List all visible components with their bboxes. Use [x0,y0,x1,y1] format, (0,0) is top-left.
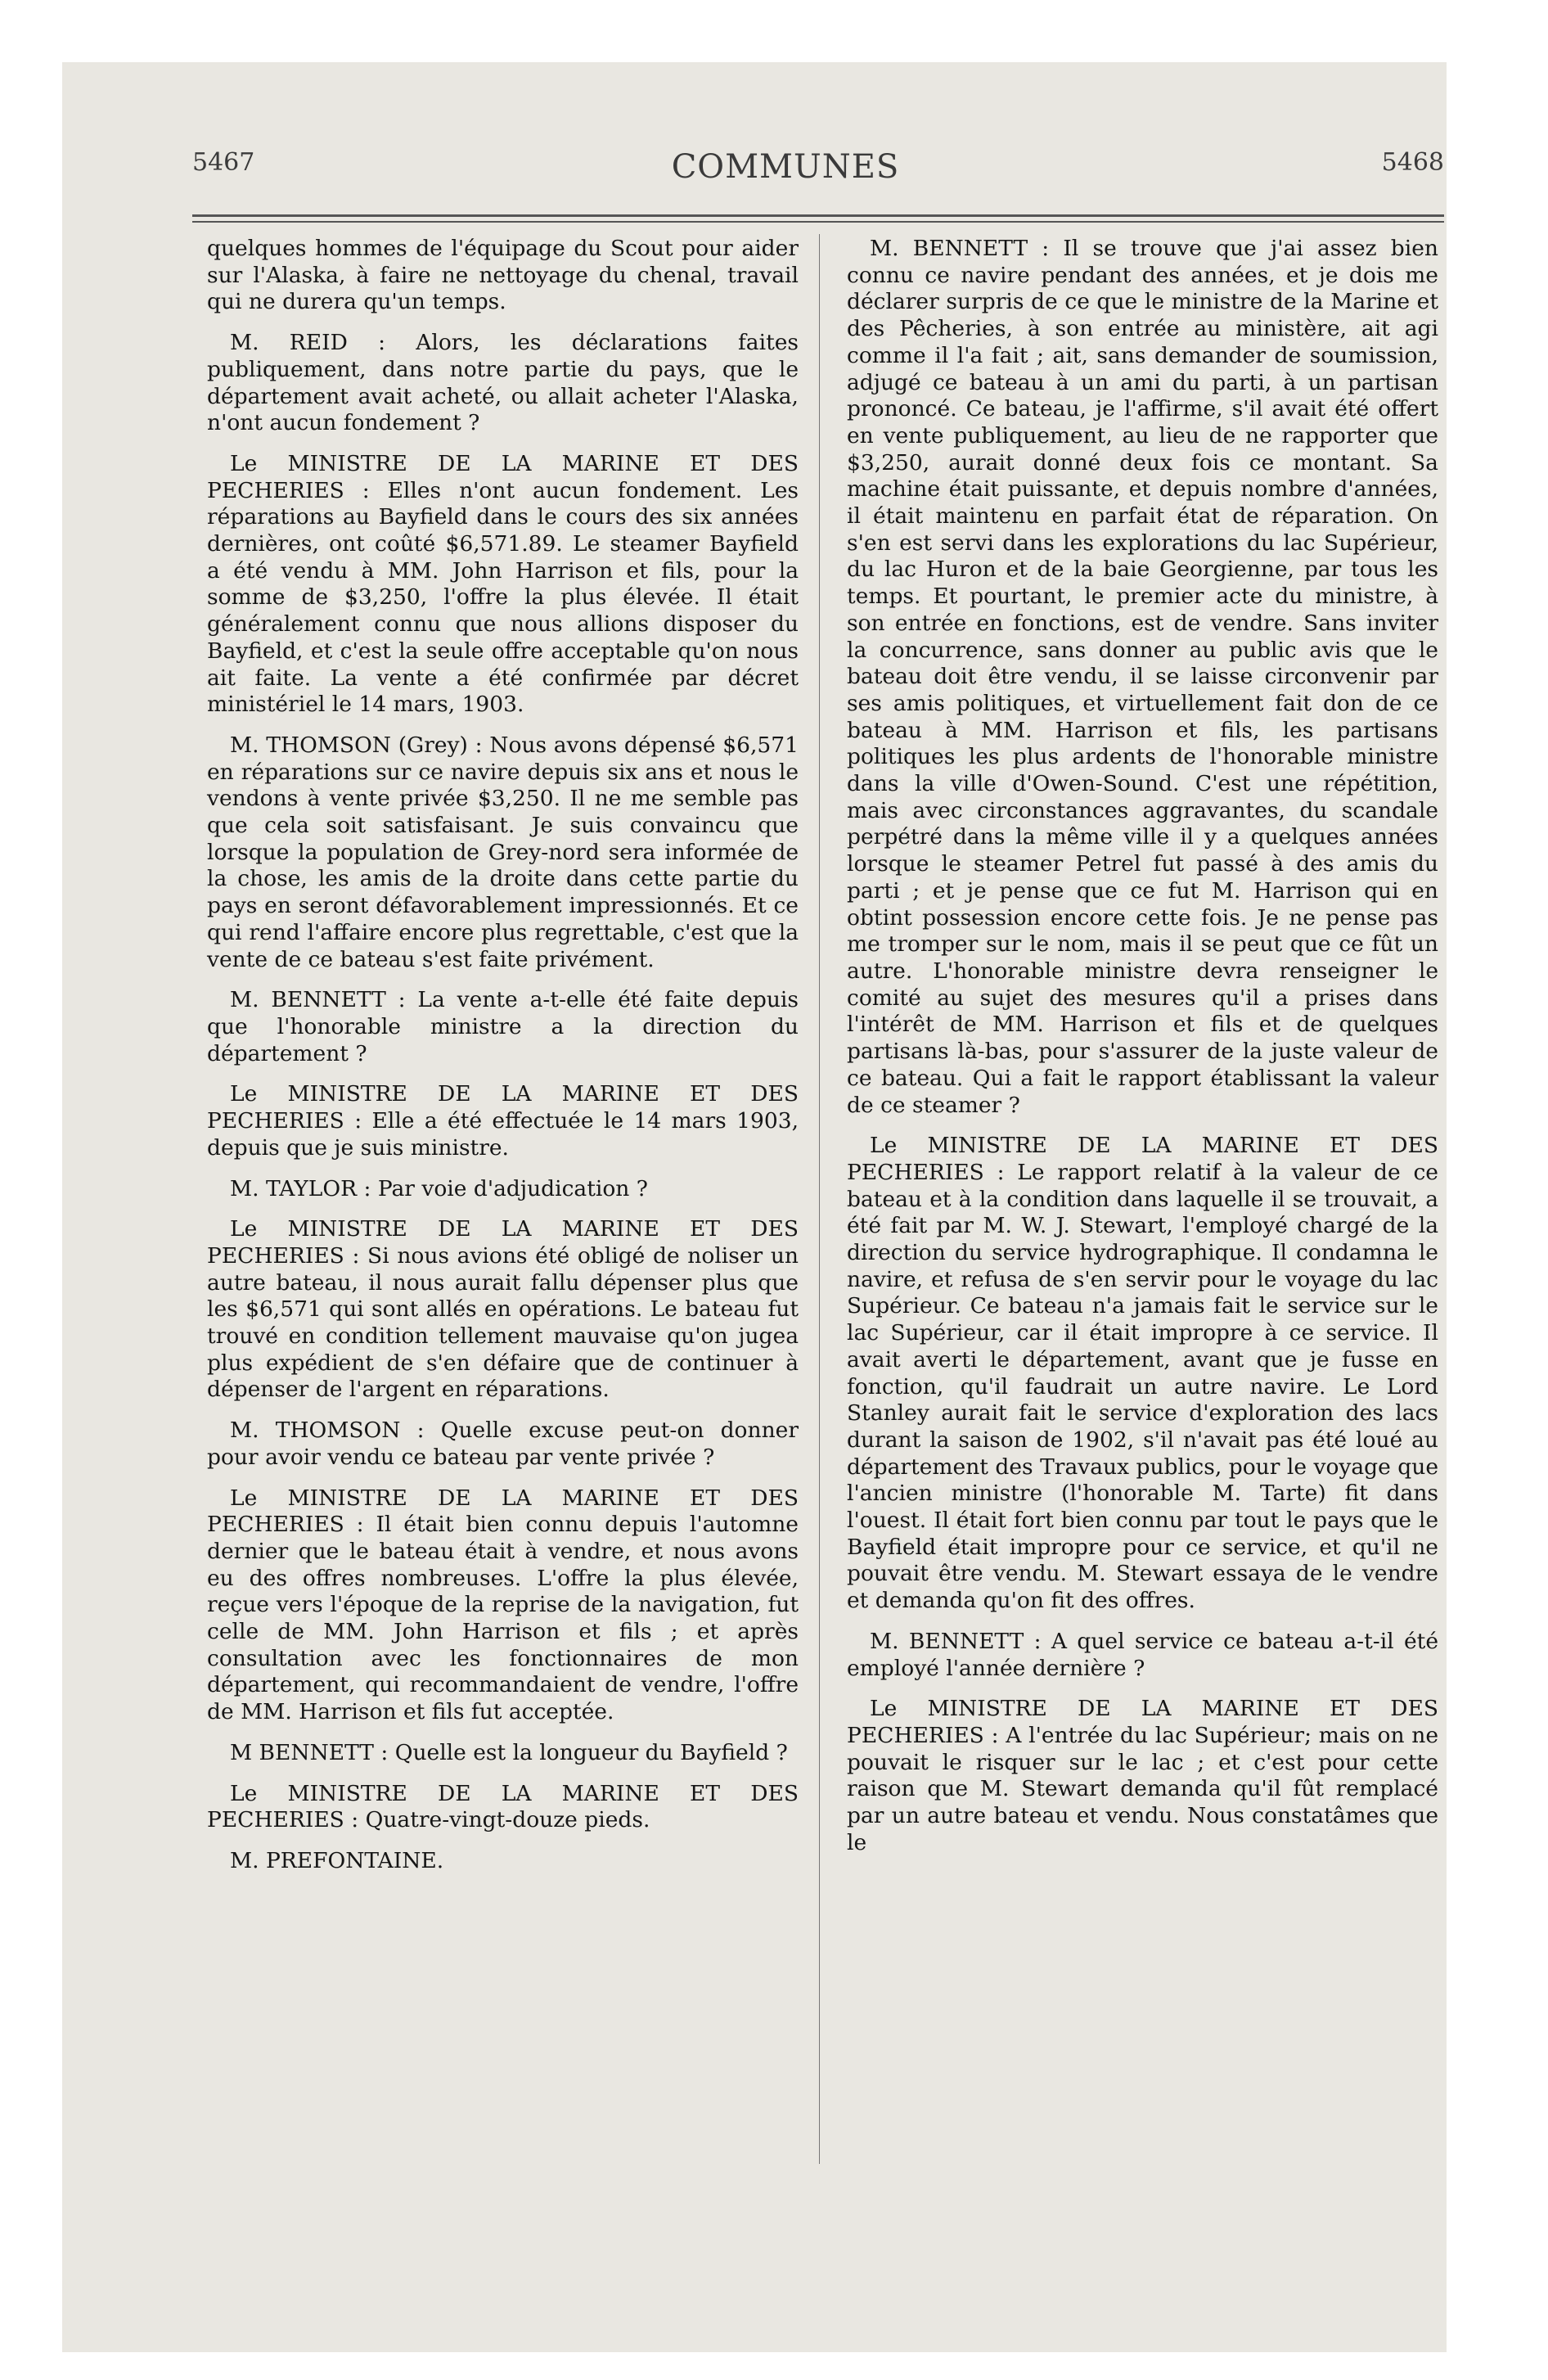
paragraph: Le MINISTRE DE LA MARINE ET DES PECHERIES : Il était bien connu depuis l'automne dernier que le bateau était à vendre, et nous avons eu des offres nombreuses. L'offre la plus élevée, reçue vers l'époque de la reprise de la navigation, fut celle de MM. John Harrison et fils ; et après consultation avec les fonctionnaires de mon département, qui recommandaient de vendre, l'offre de MM. Harrison et fils fut acceptée. [207,1485,799,1725]
paragraph: quelques hommes de l'équipage du Scout pour aider sur l'Alaska, à faire ne nettoyage du chenal, travail qui ne durera qu'un temps. [207,236,799,315]
paragraph: Le MINISTRE DE LA MARINE ET DES PECHERIES : Elles n'ont aucun fondement. Les réparations au Bayfield dans le cours des six années dernières, ont coûté $6,571.89. Le steamer Bayfield a été vendu à MM. John Harrison et fils, pour la somme de $3,250, l'offre la plus élevée. Il était généralement connu que nous allions disposer du Bayfield, et c'est la seule offre acceptable qu'on nous ait faite. La vente a été confirmée par décret ministériel le 14 mars, 1903. [207,450,799,718]
paragraph: M. BENNETT : A quel service ce bateau a-t-il été employé l'année dernière ? [847,1628,1438,1681]
right-page-number: 5468 [1381,148,1444,177]
right-column [847,236,1438,1870]
paragraph: Le MINISTRE DE LA MARINE ET DES PECHERIES : Elle a été effectuée le 14 mars 1903, depuis que je suis ministre. [207,1081,799,1161]
running-title: COMMUNES [671,148,900,186]
page-header [127,148,1444,194]
paragraph: M. THOMSON (Grey) : Nous avons dépensé $6,571 en réparations sur ce navire depuis six ans et nous le vendons à vente privée $3,250. Il ne me semble pas que cela soit satisfaisant. Je suis convaincu que lorsque la population de Grey-nord sera informée de la chose, les amis de la droite dans cette partie du pays en seront défavorablement impressionnés. Et ce qui rend l'affaire encore plus regrettable, c'est que la vente de ce bateau s'est faite privément. [207,732,799,972]
paragraph: Le MINISTRE DE LA MARINE ET DES PECHERIES : A l'entrée du lac Supérieur; mais on ne pouvait le risquer sur le lac ; et c'est pour cette raison que M. Stewart demanda qu'il fût remplacé par un autre bateau et vendu. Nous constatâmes que le [847,1696,1438,1855]
header-rule-bottom [192,221,1444,223]
header-rule-top [192,214,1444,217]
paragraph: M BENNETT : Quelle est la longueur du Bayfield ? [230,1739,788,1765]
left-column [207,236,799,1889]
paragraph: M. THOMSON : Quelle excuse peut-on donner pour avoir vendu ce bateau par vente privée ? [207,1418,799,1470]
left-page-number: 5467 [192,148,255,177]
paragraph: M. BENNETT : Il se trouve que j'ai assez bien connu ce navire pendant des années, et je dois me déclarer surpris de ce que le ministre de la Marine et des Pêcheries, à son entrée au ministère, ait agi comme il l'a fait ; ait, sans demander de soumission, adjugé ce bateau à un ami du parti, à un partisan prononcé. Ce bateau, je l'affirme, s'il avait été offert en vente publiquement, au lieu de ne rapporter que $3,250, aurait donné deux fois ce montant. Sa machine était puissante, et depuis nombre d'années, il était maintenu en parfait état de réparation. On s'en est servi dans les explorations du lac Supérieur, du lac Huron et de la baie Georgienne, par tous les temps. Et pourtant, le premier acte du ministre, à son entrée en fonctions, est de vendre. Sans inviter la concurrence, sans donner au public avis que le bateau doit être vendu, il se laisse circonvenir par ses amis politiques, et virtuellement fait don de ce bateau à MM. Harrison et fils, les partisans politiques les plus ardents de l'honorable ministre dans la ville d'Owen-Sound. C'est une répétition, mais avec circonstances aggravantes, du scandale perpétré dans la même ville il y a quelques années lorsque le steamer Petrel fut passé à des amis du parti ; et je pense que ce fut M. Harrison qui en obtint possession encore cette fois. Je ne pense pas me tromper sur le nom, mais il se peut que ce fût un autre. L'honorable ministre devra renseigner le comité au sujet des mesures qu'il a prises dans l'intérêt de MM. Harrison et fils et de quelques partisans là-bas, pour s'assurer de la juste valeur de ce bateau. Qui a fait le rapport établissant la valeur de ce steamer ? [847,236,1438,1118]
paragraph: Le MINISTRE DE LA MARINE ET DES PECHERIES : Quatre-vingt-douze pieds. [207,1780,799,1833]
paragraph: M. TAYLOR : Par voie d'adjudication ? [230,1175,649,1201]
paragraph: M. REID : Alors, les déclarations faites publiquement, dans notre partie du pays, que le département avait acheté, ou allait acheter l'Alaska, n'ont aucun fondement ? [207,330,799,436]
paragraph: Le MINISTRE DE LA MARINE ET DES PECHERIES : Le rapport relatif à la valeur de ce bateau et à la condition dans laquelle il se trouvait, a été fait par M. W. J. Stewart, l'employé chargé de la direction du service hydrographique. Il condamna le navire, et refusa de s'en servir pour le voyage du lac Supérieur. Ce bateau n'a jamais fait le service sur le lac Supérieur, car il était impropre à ce service. Il avait averti le département, avant que je fusse en fonction, qu'il faudrait un autre navire. Le Lord Stanley aurait fait le service d'exploration des lacs durant la saison de 1902, s'il n'avait pas été loué au département des Travaux publics, pour le voyage que l'ancien ministre (l'honorable M. Tarte) fit dans l'ouest. Il était fort bien connu par tout le pays que le Bayfield était impropre pour ce service, et qu'il ne pouvait être vendu. M. Stewart essaya de le vendre et demanda qu'on fit des offres. [847,1133,1438,1614]
paragraph: M. BENNETT : La vente a-t-elle été faite depuis que l'honorable ministre a la direction du département ? [207,987,799,1066]
paragraph: Le MINISTRE DE LA MARINE ET DES PECHERIES : Si nous avions été obligé de noliser un autre bateau, il nous aurait fallu dépenser plus que les $6,571 qui sont allés en opérations. Le bateau fut trouvé en condition tellement mauvaise qu'on jugea plus expédient de s'en défaire que de continuer à dépenser de l'argent en réparations. [207,1216,799,1403]
column-divider [819,234,820,2164]
speaker-label: M. PREFONTAINE. [230,1847,444,1873]
